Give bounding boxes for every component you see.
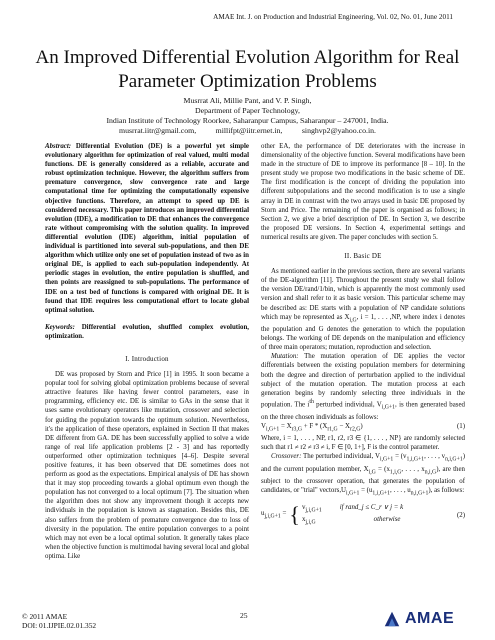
crossover-label: Crossover: xyxy=(271,453,302,461)
basic-de-text-b: , i = 1, . . . ,NP, where index i denotes the population and G denotes the generation to which the population belongs. The working of DE depends on the manipulation and efficiency of three main operators; mutation, reproduction and selection. xyxy=(261,313,465,352)
abstract xyxy=(45,142,249,315)
case1-v: v xyxy=(301,503,306,511)
equation-2 xyxy=(261,503,465,528)
eq1-v: V xyxy=(261,422,266,430)
where-clause: Where, i = 1, . . . , NP, r1, r2, r3 ∈ {1, . . . , NP} are randomly selected such that r1 ≠ r2 ≠ r3 ≠ i, F ∈ [0, 1+], F is the control parameter. xyxy=(261,435,465,452)
case2-value xyxy=(302,515,316,527)
keywords xyxy=(45,323,249,341)
amae-logo xyxy=(383,608,475,630)
equation-1-number: (1) xyxy=(456,422,465,430)
crossover-sub-7: i,G+1 xyxy=(346,490,360,497)
copyright-text: © 2011 AMAE xyxy=(22,612,68,621)
equation-2-cases xyxy=(302,503,403,528)
case1-value xyxy=(302,503,322,515)
eq1-sub3: r1,G xyxy=(327,426,338,433)
section-heading-introduction: I. Introduction xyxy=(125,354,169,363)
crossover-text-8: = (u xyxy=(359,487,373,495)
left-column xyxy=(45,142,249,561)
author-names: Musrrat Ali, Millie Pant, and V. P. Singh, xyxy=(183,96,312,105)
keywords-text: Differential evolution, shuffled complex evolution, optimization. xyxy=(45,323,249,340)
mutation-text-2: perturbed individual, V xyxy=(313,401,382,409)
equation-2-lhs xyxy=(261,509,286,521)
introduction-text: DE was proposed by Storn and Price [1] in 1995. It soon became a popular tool for solving global optimization problems because of several attractive features like having fewer control parameters, ease in programming, efficiency etc. DE is similar to GAs in the sense that it uses same evolutionary operators like mutation, crossover and selection for guiding the population towards the optimum solution. Nevertheless, it's the application of these operators, explained in Section II that makes DE different from GA. DE has been successfully applied to solve a wide range of real life application problems [2 - 3] and has reportedly outperformed other optimization techniques [4–6]. Despite several positive features, it has been observed that DE sometimes does not perform as good as the expectations. Empirical analysis of DE has shown that it may stop proceeding towards a global optimum even though the population has not converged to a local optimum [7]. The situation when the algorithm does not show any improvement though it accepts new individuals in the population is known as stagnation. Besides this, DE also suffers from the problem of premature convergence due to loss of diversity in the population. The entire population converges to a point which may not even be a local optimal solution. It generally takes place when the objective function is multimodal having several local and global optima. Like xyxy=(45,371,249,560)
eq1-sub4: r2,G xyxy=(350,426,361,433)
page-number: 25 xyxy=(240,611,248,620)
crossover-text-5: = (x xyxy=(375,465,390,473)
crossover-sub-8: 1,i,G+1 xyxy=(372,490,391,497)
eq1-sub2: r3,G xyxy=(291,426,302,433)
amae-logo-text: AMAE xyxy=(405,610,455,627)
equation-2-number: (2) xyxy=(456,511,465,519)
eq2-u: u xyxy=(261,510,265,518)
mutation-label: Mutation: xyxy=(271,353,299,361)
crossover-sub-6: n,i,G xyxy=(424,469,437,476)
eq2-u-sub: j,i,G+1 xyxy=(264,513,281,520)
crossover-text-6: , . . . , x xyxy=(401,465,425,473)
crossover-text-7: ), are then subject to the crossover operation, that generates the population of candidates, or "trial" vectors,U xyxy=(261,465,465,495)
crossover-sub: i,G+1 xyxy=(380,456,394,463)
basic-de-paragraph xyxy=(261,267,465,352)
case2-x: x xyxy=(301,516,306,524)
mutation-text: The mutation operation of DE applies the vector differentials between the existing population members for determining both the degree and direction of perturbation applied to the individual subject of the mutation operation. The mutation process at each generation begins by randomly selecting three individuals in the population. The i xyxy=(261,353,465,409)
crossover-sub-4: i,G xyxy=(368,469,376,476)
case2-condition: otherwise xyxy=(373,516,401,524)
introduction-continued: other EA, the performance of DE deteriorates with the increase in dimensionality of the objective function. Several modifications have been made in the structure of DE to improve its performance [8 – 10]. In the present study we propose two modifications in the basic scheme of DE. The first modification is the concept of dividing the population into different subpopulations and the second modification is to use a single array in DE in contrast with the two arrays used in basic DE proposed by Storn and Price. The remaining of the paper is organised as follows; in Section 2, we give a brief description of DE. In Section 3, we describe the proposed DE versions. In Section 4, experimental settings and numerical results are given. The paper concludes with section 5. xyxy=(261,143,465,241)
eq1-mid: = X xyxy=(279,422,292,430)
author-affiliation: Indian Institute of Technology Roorkee, Saharanpur Campus, Saharanpur – 247001, India. xyxy=(106,116,389,125)
crossover-text-9: , . . . , u xyxy=(390,487,411,495)
crossover-text-3: , . . . , v xyxy=(424,453,446,461)
mutation-paragraph xyxy=(261,352,465,421)
author-department: Department of Paper Technology, xyxy=(195,106,300,115)
crossover-text-10: ), as follows: xyxy=(428,487,465,495)
case1-sub: j,i,G+1 xyxy=(305,507,322,514)
paper-title: An Improved Differential Evolution Algorithm for Real Parameter Optimization Problems xyxy=(35,47,460,92)
equation-2-case-1 xyxy=(302,503,403,515)
mutation-text-3: , is then generated based on the three chosen individuals as follows: xyxy=(261,401,465,421)
equation-1 xyxy=(261,422,465,434)
equation-1-body xyxy=(261,422,363,434)
abstract-label: Abstract: xyxy=(45,143,72,150)
eq1-mid3: − X xyxy=(337,422,351,430)
equation-2-case-2 xyxy=(302,515,403,527)
eq2-equals: = xyxy=(280,510,287,518)
case1-condition: if rand_j ≤ C_r ∨ j = k xyxy=(339,503,404,511)
mutation-sup: th xyxy=(309,398,314,405)
crossover-sub-3: n,i,G+1 xyxy=(445,456,463,463)
amae-logo-icon xyxy=(383,610,401,628)
crossover-sub-5: 1,i,G xyxy=(389,469,402,476)
case2-sub: j,i,G xyxy=(305,519,316,526)
crossover-sub-2: 1,i,G+1 xyxy=(406,456,425,463)
right-column xyxy=(261,142,465,532)
crossover-text: The perturbed individual, V xyxy=(301,453,380,461)
eq1-end: ) xyxy=(360,422,363,430)
eq1-sub1: i,G+1 xyxy=(265,426,280,433)
eq1-mid2: + F * (X xyxy=(302,422,328,430)
crossover-text-2: = (v xyxy=(393,453,407,461)
author-block xyxy=(30,96,465,136)
footer-info xyxy=(22,612,96,630)
author-emails: musrrat.iitr@gmail.com, millifpt@iitr.ernet.in, singhvp2@yahoo.co.in. xyxy=(119,126,376,135)
crossover-paragraph xyxy=(261,452,465,499)
abstract-text: Differential Evolution (DE) is a powerful yet simple evolutionary algorithm for optimization of real valued, multi modal functions. DE is generally considered as a reliable, accurate and robust optimization technique. However, the algorithm suffers from premature convergence, slow convergence rate and large computational time for optimizing the computationally expensive objective functions. Therefore, an attempt to speed up DE is considered necessary. This paper introduces an improved differential evolution (IDE), a modification to DE that enhances the convergence rate without compromising with the solution quality. In improved differential evolution (IDE) algorithm, initial population of individual is partitioned into several sub-populations, and then DE algorithm which utilize only one set of population instead of two as in original DE, is applied to each sub-population independently. At periodic stages in evolution, the entire population is shuffled, and then points are reassigned to sub-populations. The performance of IDE on a test bed of functions is compared with original DE. It is found that IDE requires less computational effort to locate global optimal solution. xyxy=(45,143,249,314)
journal-header: AMAE Int. J. on Production and Industrial Engineering, Vol. 02, No. 01, June 2011 xyxy=(213,13,453,21)
crossover-text-4: ) and the current population member, X xyxy=(261,453,465,473)
mutation-sub: i,G+1 xyxy=(381,404,396,411)
doi-text: DOI: 01.IJPIE.02.01.352 xyxy=(22,621,97,630)
brace-icon: { xyxy=(289,502,300,528)
basic-de-text: As mentioned earlier in the previous section, there are several variants of the DE-algorithm [11]. Throughout the present study we shall follow the version DE/rand/1/bin, which is apparently the most commonly used version and shall refer to it as basic version. This particular scheme may be described as: DE starts with a population of NP candidate solutions which may be represented as X xyxy=(261,268,465,321)
keywords-label: Keywords: xyxy=(45,323,75,331)
crossover-sub-9: n,i,G+1 xyxy=(410,490,429,497)
section-heading-basic-de: II. Basic DE xyxy=(344,252,382,261)
basic-de-sub: i,G xyxy=(349,316,357,323)
